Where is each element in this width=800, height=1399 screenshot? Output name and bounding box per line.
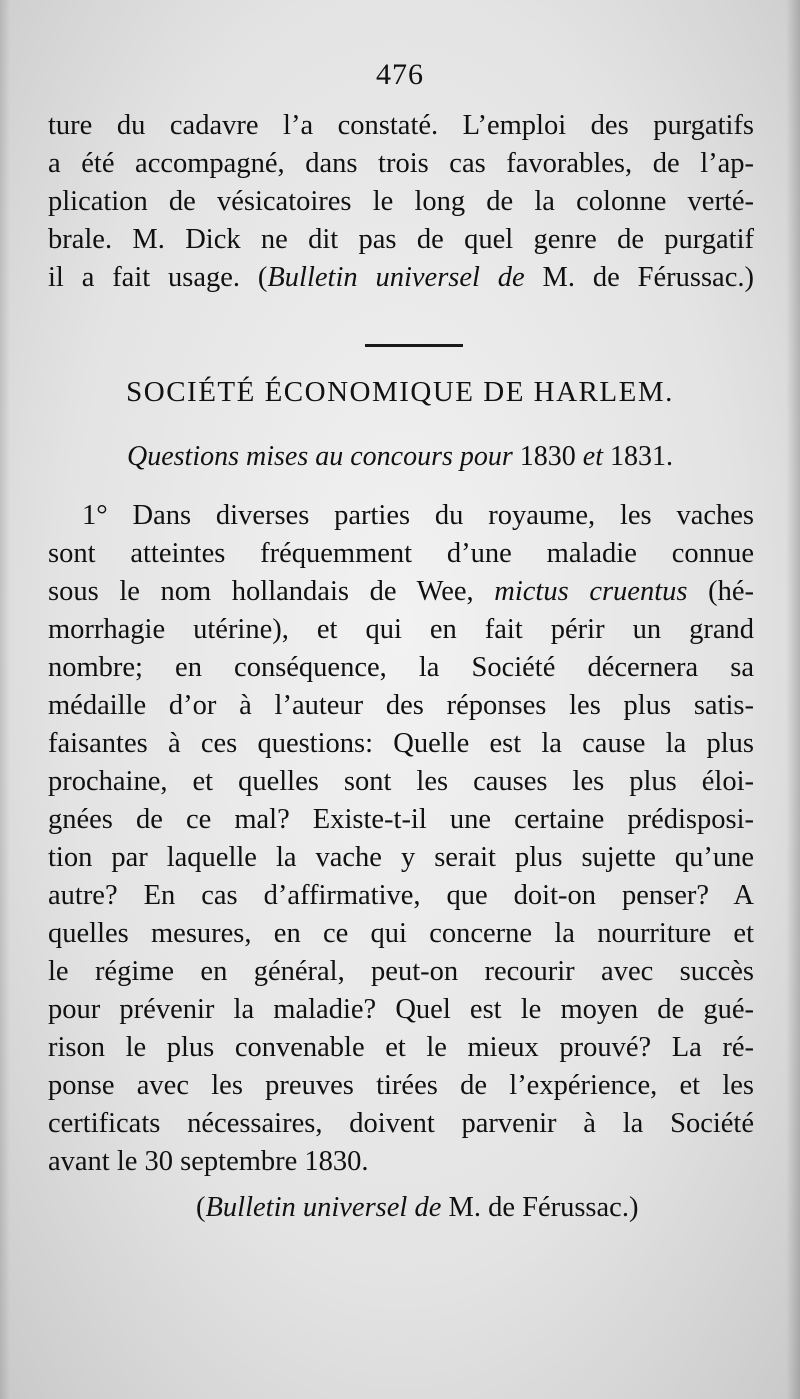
text-line: ponse avec les preuves tirées de l’expérience, et les — [48, 1070, 754, 1101]
latin-term: mictus cruentus — [494, 576, 688, 607]
paragraph-2 — [48, 497, 754, 1181]
text-line: le régime en général, peut-on recourir avec succès — [48, 956, 754, 987]
text-line: 1° Dans diverses parties du royaume, les vaches — [82, 500, 754, 531]
text-line: nombre; en conséquence, la Société décernera sa — [48, 652, 754, 683]
text-line: rison le plus convenable et le mieux prouvé? La ré- — [48, 1032, 754, 1063]
citation-author: M. de Férussac.) — [524, 262, 754, 293]
text-line: plication de vésicatoires le long de la colonne verté- — [48, 186, 754, 217]
citation-title: Bulletin universel de — [267, 262, 525, 293]
text-line: faisantes à ces questions: Quelle est la cause la plus — [48, 728, 754, 759]
subheading-year-2: 1831. — [602, 441, 673, 472]
subheading-conjunction: et — [582, 441, 603, 472]
citation-open-paren: ( — [196, 1192, 206, 1223]
text-line: sont atteintes fréquemment d’une maladie connue — [48, 538, 754, 569]
page-edge-shadow-left — [0, 0, 10, 1399]
section-subheading — [0, 441, 800, 473]
text-segment: (hé- — [687, 576, 754, 607]
text-line: certificats nécessaires, doivent parvenir à la Société — [48, 1108, 754, 1139]
text-line: prochaine, et quelles sont les causes les plus éloi- — [48, 766, 754, 797]
text-line: ture du cadavre l’a constaté. L’emploi des purgatifs — [48, 110, 754, 141]
section-divider — [365, 344, 463, 347]
text-segment: sous le nom hollandais de Wee, — [48, 576, 495, 607]
subheading-year-1: 1830 — [512, 441, 583, 472]
text-line: morrhagie utérine), et qui en fait périr un grand — [48, 614, 754, 645]
paragraph-1 — [48, 107, 754, 297]
page-number: 476 — [376, 58, 424, 91]
text-line: pour prévenir la maladie? Quel est le moyen de gué- — [48, 994, 754, 1025]
page-edge-shadow-right — [786, 0, 800, 1399]
text-line: tion par laquelle la vache y serait plus sujette qu’une — [48, 842, 754, 873]
text-line: médaille d’or à l’auteur des réponses les plus satis- — [48, 690, 754, 721]
section-heading: SOCIÉTÉ ÉCONOMIQUE DE HARLEM. — [126, 376, 674, 408]
text-line-latin — [48, 573, 754, 611]
text-line: avant le 30 septembre 1830. — [48, 1146, 369, 1177]
text-line: quelles mesures, en ce qui concerne la nourriture et — [48, 918, 754, 949]
text-line: autre? En cas d’affirmative, que doit-on penser? A — [48, 880, 754, 911]
text-line: gnées de ce mal? Existe-t-il une certaine prédisposi- — [48, 804, 754, 835]
citation-title: Bulletin universel de — [205, 1192, 442, 1223]
citation-signature — [196, 1189, 722, 1227]
text-line: a été accompagné, dans trois cas favorables, de l’ap- — [48, 148, 754, 179]
subheading-italic: Questions mises au concours pour — [127, 441, 513, 472]
text-line: brale. M. Dick ne dit pas de quel genre de purgatif — [48, 224, 754, 255]
citation-author: M. de Férussac.) — [441, 1192, 639, 1223]
citation-prefix: il a fait usage. ( — [48, 262, 268, 293]
text-line-citation — [48, 259, 754, 297]
